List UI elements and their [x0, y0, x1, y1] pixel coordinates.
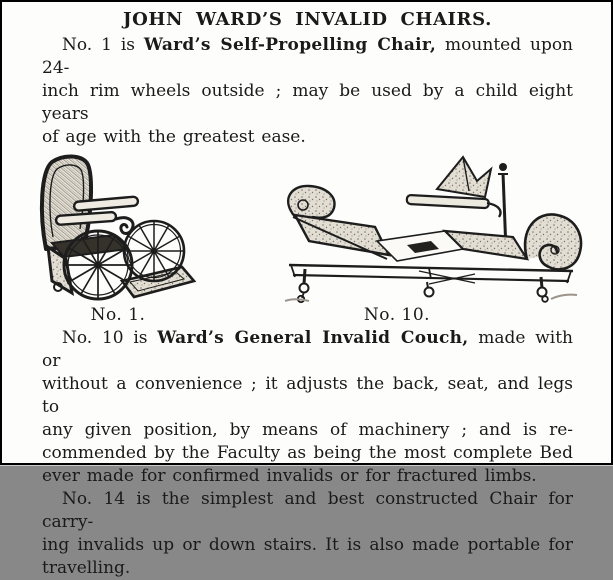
text-segment: No. 10 is — [62, 328, 158, 348]
figure-chair-no1 — [34, 153, 202, 327]
text-segment: made with or — [42, 328, 573, 371]
self-propelling-wheelchair-illustration — [34, 153, 202, 303]
text-line — [42, 34, 573, 80]
text-line: inch rim wheels outside ; may be used by a child eight years — [42, 81, 573, 124]
product-name-bold: Ward’s Self-Propelling Chair, — [143, 35, 437, 55]
text-line: No. 14 is the simplest and best constructed Chair for carry- — [42, 489, 573, 532]
text-line: ing invalids up or down stairs. It is also made portable for — [42, 535, 573, 555]
paragraph-couch-no10 — [42, 327, 573, 488]
text-line: of age with the greatest ease. — [42, 127, 306, 147]
paragraph-chair-no1 — [42, 34, 573, 149]
text-line: travelling. — [42, 558, 131, 578]
general-invalid-couch-illustration — [279, 153, 587, 303]
text-line: ever made for confirmed invalids or for fractured limbs. — [42, 466, 537, 486]
product-name-bold: Ward’s General Invalid Couch, — [157, 328, 469, 348]
figure-couch-no10 — [279, 153, 587, 327]
figure-caption-no1: No. 1. — [90, 305, 146, 325]
text-line: without a convenience ; it adjusts the back, seat, and legs to — [42, 374, 573, 417]
text-line: any given position, by means of machinery ; and is re- — [42, 420, 573, 440]
figure-caption-no10: No. 10. — [363, 305, 431, 325]
text-line — [42, 327, 573, 373]
text-segment: No. 1 is — [62, 35, 144, 55]
page-title: JOHN WARD’S INVALID CHAIRS. — [123, 9, 492, 30]
paragraph-chair-no14 — [42, 488, 573, 580]
text-line: commended by the Faculty as being the most complete Bed — [42, 443, 573, 463]
illustrations-row — [34, 151, 587, 327]
text-segment: mounted upon 24- — [42, 35, 574, 78]
